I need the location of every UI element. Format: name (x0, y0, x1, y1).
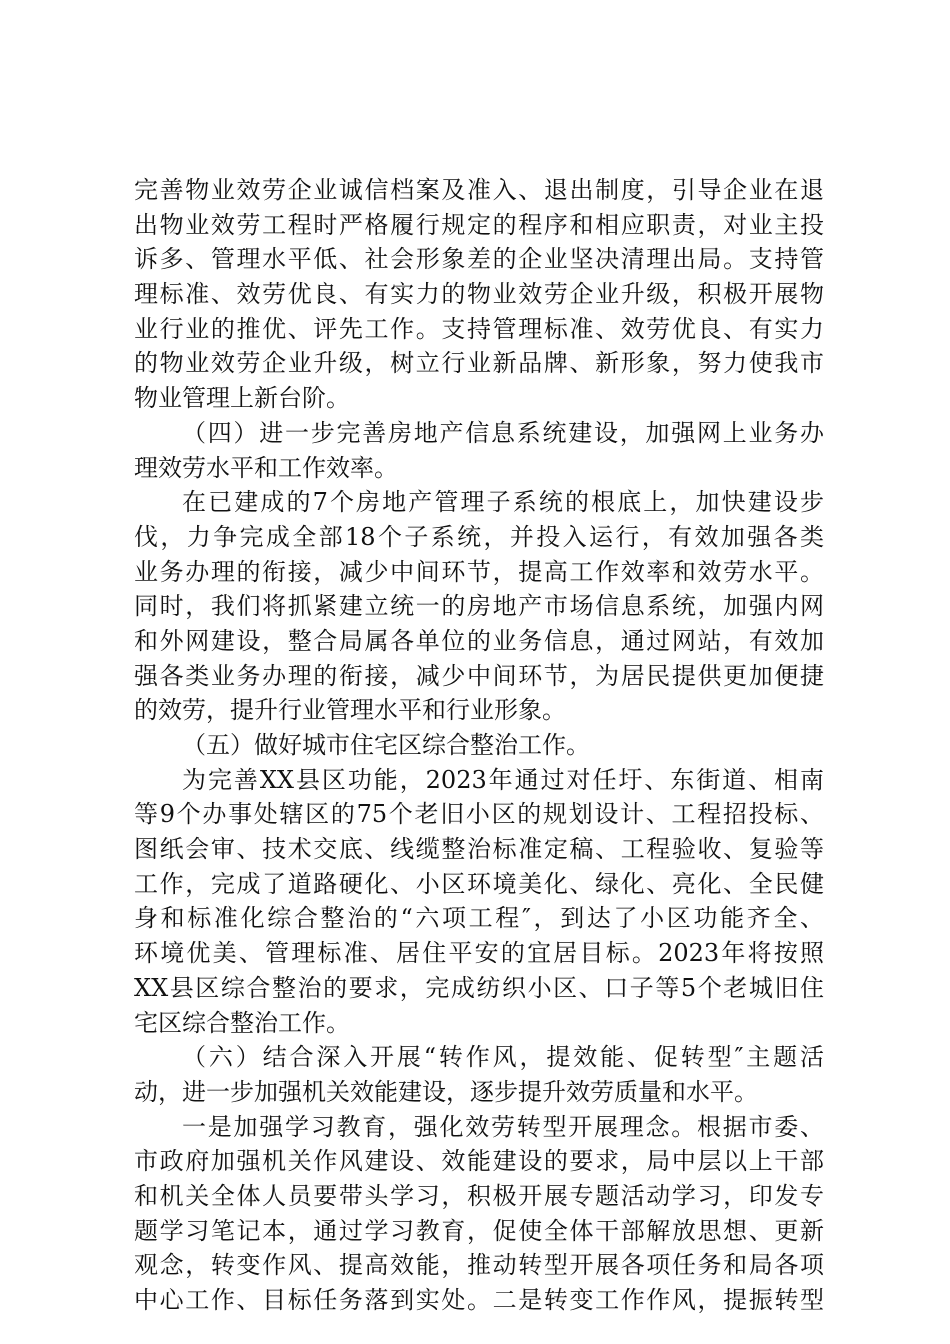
text-line: 理效劳水平和工作效率。 (134, 453, 398, 482)
text-line: 伐，力争完成全部18个子系统，并投入运行，有效加强各类 (134, 522, 824, 551)
text-line: 的物业效劳企业升级，树立行业新品牌、新形象，努力使我市 (134, 349, 824, 378)
section-heading-5: （五）做好城市住宅区综合整治工作。 (182, 731, 590, 759)
text-line: 身和标准化综合整治的“六项工程″，到达了小区功能齐全、 (134, 904, 824, 933)
text-line: XX县区综合整治的要求，完成纺织小区、口子等5个老城旧住 (134, 973, 824, 1002)
text-line: 观念，转变作风、提高效能，推动转型开展各项任务和局各项 (134, 1251, 824, 1280)
text-line: 工作，完成了道路硬化、小区环境美化、绿化、亮化、全民健 (134, 869, 824, 898)
text-line: 在已建成的7个房地产管理子系统的根底上，加快建设步 (182, 488, 824, 517)
text-line: 和外网建设，整合局属各单位的业务信息，通过网站，有效加 (134, 626, 824, 655)
text-line: 等9个办事处辖区的75个老旧小区的规划设计、工程招投标、 (134, 800, 824, 829)
text-line: 业务办理的衔接，减少中间环节，提高工作效率和效劳水平。 (134, 557, 824, 586)
text-line: 完善物业效劳企业诚信档案及准入、退出制度，引导企业在退 (134, 176, 824, 204)
section-heading-4: （四）进一步完善房地产信息系统建设，加强网上业务办 (182, 418, 824, 447)
text-line: 市政府加强机关作风建设、效能建设的要求，局中层以上干部 (134, 1147, 824, 1176)
text-line: 的效劳，提升行业管理水平和行业形象。 (134, 696, 566, 725)
text-line: 宅区综合整治工作。 (134, 1008, 350, 1037)
text-line: 和机关全体人员要带头学习，积极开展专题活动学习，印发专 (134, 1181, 824, 1210)
text-line: 强各类业务办理的衔接，减少中间环节，为居民提供更加便捷 (134, 661, 824, 690)
text-line: 动，进一步加强机关效能建设，逐步提升效劳质量和水平。 (134, 1077, 758, 1106)
text-line: 环境优美、管理标准、居住平安的宜居目标。2023年将按照 (134, 939, 824, 968)
text-line: 题学习笔记本，通过学习教育，促使全体干部解放思想、更新 (134, 1216, 824, 1245)
text-line: 业行业的推优、评先工作。支持管理标准、效劳优良、有实力 (134, 314, 824, 343)
text-line: 为完善XX县区功能，2023年通过对任圩、东街道、相南 (182, 765, 824, 794)
text-line: 诉多、管理水平低、社会形象差的企业坚决清理出局。支持管 (134, 245, 824, 274)
text-line: 出物业效劳工程时严格履行规定的程序和相应职责，对业主投 (134, 210, 824, 239)
document-body (134, 173, 824, 1318)
text-line: 物业管理上新台阶。 (134, 384, 350, 413)
text-line: 一是加强学习教育，强化效劳转型开展理念。根据市委、 (182, 1112, 824, 1141)
text-line: 同时，我们将抓紧建立统一的房地产市场信息系统，加强内网 (134, 592, 824, 621)
text-line: 图纸会审、技术交底、线缆整治标准定稿、工程验收、复验等 (134, 835, 824, 864)
text-line: 中心工作、目标任务落到实处。二是转变工作作风，提振转型 (134, 1286, 824, 1314)
section-heading-6: （六）结合深入开展“转作风，提效能、促转型″主题活 (182, 1043, 824, 1072)
text-line: 理标准、效劳优良、有实力的物业效劳企业升级，积极开展物 (134, 280, 824, 309)
